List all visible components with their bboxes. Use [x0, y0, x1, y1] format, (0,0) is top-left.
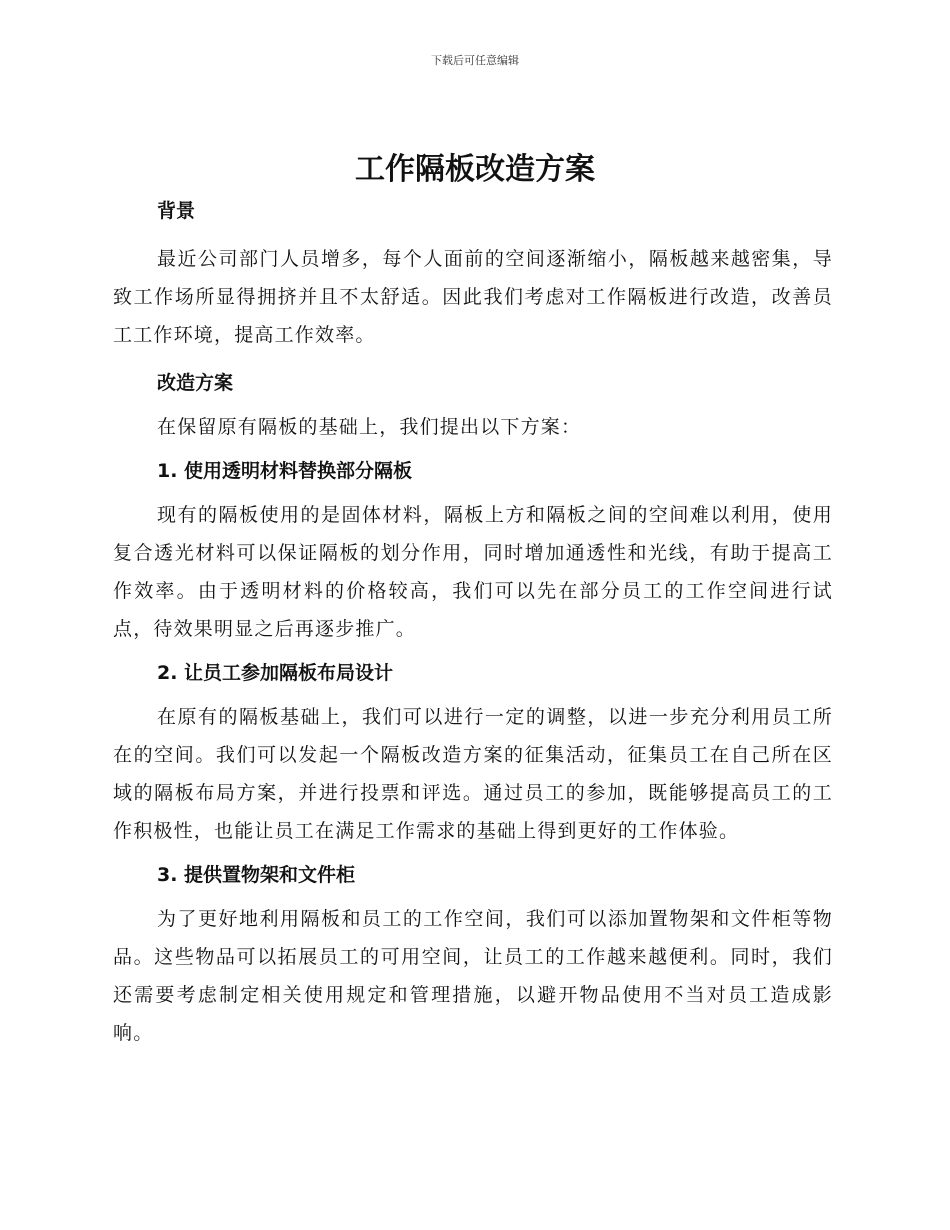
- section-heading-item-3: 3. 提供置物架和文件柜: [157, 864, 356, 886]
- section-heading-item-2: 2. 让员工参加隔板布局设计: [157, 662, 394, 684]
- paragraph-background: 最近公司部门人员增多，每个人面前的空间逐渐缩小，隔板越来越密集，导致工作场所显得拥挤并且不太舒适。因此我们考虑对工作隔板进行改造，改善员工工作环境，提高工作效率。: [113, 248, 833, 346]
- paragraph-item-1: 现有的隔板使用的是固体材料，隔板上方和隔板之间的空间难以利用，使用复合透光材料可以保证隔板的划分作用，同时增加通透性和光线，有助于提高工作效率。由于透明材料的价格较高，我们可以先在部分员工的工作空间进行试点，待效果明显之后再逐步推广。: [113, 504, 833, 640]
- document-body: [113, 194, 833, 1052]
- document-title: 工作隔板改造方案: [355, 152, 595, 187]
- paragraph-plan-intro: 在保留原有隔板的基础上，我们提出以下方案：: [157, 416, 582, 438]
- paragraph-item-3: 为了更好地利用隔板和员工的工作空间，我们可以添加置物架和文件柜等物品。这些物品可以拓展员工的可用空间，让员工的工作越来越便利。同时，我们还需要考虑制定相关使用规定和管理措施，以避开物品使用不当对员工造成影响。: [113, 908, 833, 1044]
- section-heading-item-1: 1. 使用透明材料替换部分隔板: [157, 460, 413, 482]
- page-header-note: 下载后可任意编辑: [431, 54, 519, 67]
- section-heading-plan: 改造方案: [157, 372, 234, 394]
- paragraph-item-2: 在原有的隔板基础上，我们可以进行一定的调整，以进一步充分利用员工所在的空间。我们可以发起一个隔板改造方案的征集活动，征集员工在自己所在区域的隔板布局方案，并进行投票和评选。通过员工的参加，既能够提高员工的工作积极性，也能让员工在满足工作需求的基础上得到更好的工作体验。: [113, 706, 833, 842]
- section-heading-background: 背景: [157, 200, 196, 222]
